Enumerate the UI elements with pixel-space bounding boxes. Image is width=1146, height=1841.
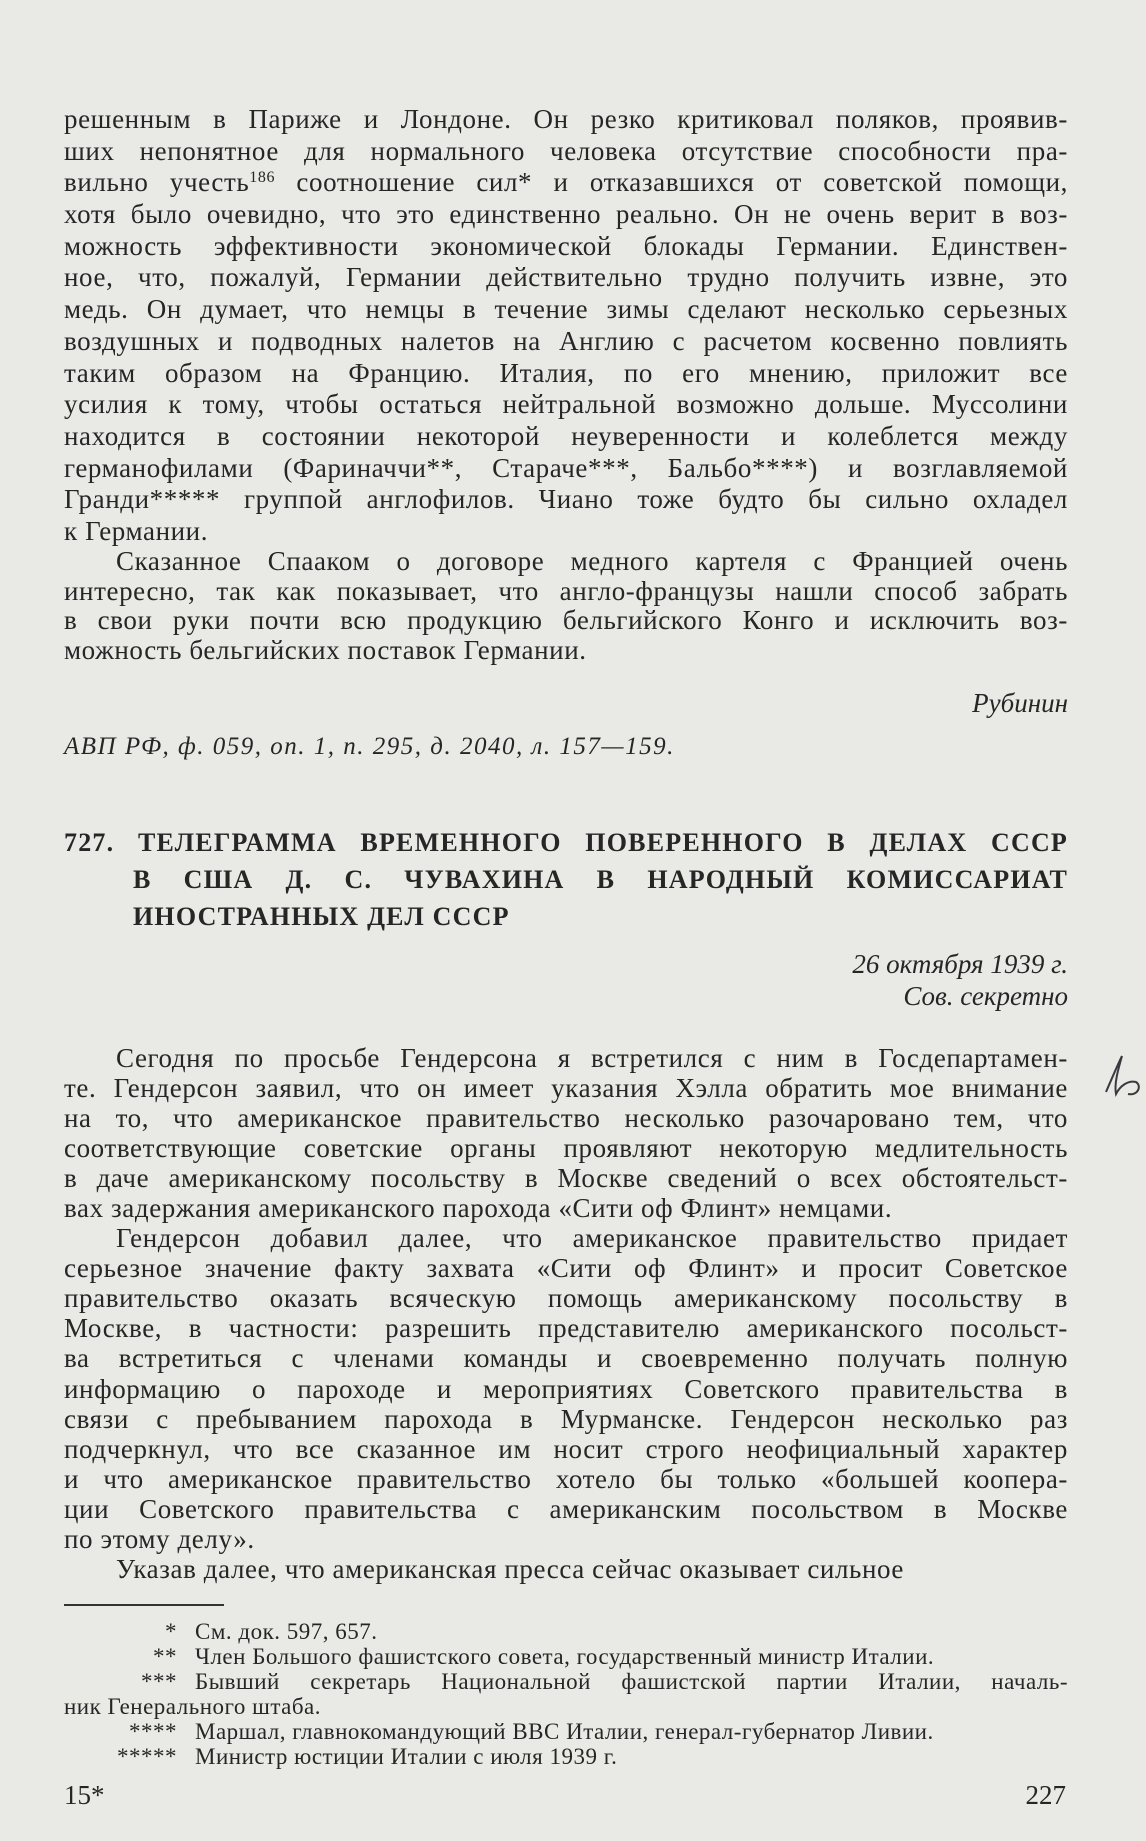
footnote — [64, 1619, 1068, 1644]
text-line: германофилами (Фариначчи**, Стараче***, Бальбо****) и возглавляемой — [64, 452, 1068, 483]
text-line: усилия к тому, чтобы остаться нейтральной возможно дольше. Муссолини — [64, 389, 1068, 420]
footnote-text: Бывший секретарь Национальной фашистской партии Италии, началь- — [195, 1669, 1068, 1694]
footnote-text: См. док. 597, 657. — [195, 1619, 378, 1644]
footnote-mark: ** — [153, 1644, 177, 1669]
text-line: Указав далее, что американская пресса сейчас оказывает сильное — [116, 1553, 905, 1584]
classification-stamp: Сов. секретно — [903, 981, 1068, 1011]
footnotes — [64, 1619, 1068, 1769]
text-line: Сегодня по просьбе Гендерсона я встретился с ним в Госдепартамен- — [116, 1043, 1068, 1073]
text-line: ших непонятное для нормального человека отсутствие способности пра- — [64, 135, 1068, 166]
text-fragment: вильно учесть — [64, 167, 250, 198]
text-line: Сказанное Спааком о договоре медного картеля с Францией очень — [116, 546, 1068, 576]
text-line: таким образом на Францию. Италия, по его мнению, приложит все — [64, 357, 1068, 388]
text-line: подчеркнул, что все сказанное им носит строго неофициальный характер — [64, 1433, 1068, 1464]
handwritten-margin-mark — [1098, 1050, 1146, 1100]
text-line: ва встретиться с членами команды и своевременно получать полную — [64, 1343, 1068, 1374]
footnote — [64, 1669, 1068, 1694]
text-line: в свои руки почти всю продукцию бельгийского Конго и исключить воз- — [64, 605, 1068, 635]
text-line: Гендерсон добавил далее, что американское правительство придает — [116, 1223, 1068, 1254]
text-line: соответствующие советские органы проявляют некоторую медлительность — [64, 1133, 1068, 1164]
text-line: интересно, так как показывает, что англо-французы нашли способ забрать — [64, 575, 1068, 606]
archive-reference: АВП РФ, ф. 059, оп. 1, п. 295, д. 2040, л. 157—159. — [64, 733, 675, 760]
text-line: те. Гендерсон заявил, что он имеет указания Хэлла обратить мое внимание — [64, 1073, 1068, 1104]
footnote-mark: * — [165, 1619, 177, 1644]
text-line: решенным в Париже и Лондоне. Он резко критиковал поляков, проявив- — [64, 104, 1068, 134]
footnote-mark: **** — [129, 1719, 177, 1744]
footnote-text: Член Большого фашистского совета, государственный министр Италии. — [195, 1644, 935, 1669]
text-line: хотя было очевидно, что это единственно реально. Он не очень верит в воз- — [64, 199, 1068, 230]
text-line: ции Советского правительства с американским посольством в Москве — [64, 1493, 1068, 1524]
document-heading — [64, 824, 1068, 935]
text-line: правительство оказать всяческую помощь американскому посольству в — [64, 1283, 1068, 1314]
footnote — [64, 1719, 1068, 1744]
text-line: по этому делу». — [64, 1523, 255, 1554]
endnote-reference: 186 — [249, 169, 276, 187]
text-line — [64, 167, 1068, 199]
footnote-continuation: ник Генерального штаба. — [64, 1694, 322, 1719]
text-line: на то, что американское правительство несколько разочаровано тем, что — [64, 1103, 1068, 1134]
footnote — [64, 1644, 1068, 1669]
text-line: вах задержания американского парохода «Сити оф Флинт» немцами. — [64, 1193, 893, 1224]
text-line: и что американское правительство хотело бы только «большей коопера- — [64, 1463, 1068, 1494]
footnote-divider — [64, 1604, 224, 1606]
signature: Рубинин — [972, 688, 1068, 718]
text-line: можность эффективности экономической блокады Германии. Единствен- — [64, 230, 1068, 261]
footnote-mark: *** — [141, 1669, 177, 1694]
heading-line: ИНОСТРАННЫХ ДЕЛ СССР — [133, 902, 510, 931]
text-line: Гранди***** группой англофилов. Чиано тоже будто бы сильно охладел — [64, 484, 1068, 515]
footnote-text: Министр юстиции Италии с июля 1939 г. — [195, 1744, 618, 1769]
text-line: связи с пребыванием парохода в Мурманске. Гендерсон несколько раз — [64, 1403, 1068, 1434]
telegram-body — [64, 1043, 1068, 1584]
text-fragment: соотношение сил* и отказавшихся от советской помощи, — [275, 167, 1068, 198]
footnote-text: Маршал, главнокомандующий ВВС Италии, генерал-губернатор Ливии. — [195, 1719, 934, 1744]
text-line: в даче американскому посольству в Москве сведений о всех обстоятельст- — [64, 1163, 1068, 1194]
text-line: Москве, в частности: разрешить представителю американского посольст- — [64, 1313, 1068, 1344]
signature-mark: 15* — [64, 1780, 105, 1810]
text-line: можность бельгийских поставок Германии. — [64, 634, 587, 665]
footnote — [64, 1744, 1068, 1769]
text-line: серьезное значение факту захвата «Сити оф Флинт» и просит Советское — [64, 1253, 1068, 1284]
footnote-mark: ***** — [117, 1744, 177, 1769]
heading-line: В США Д. С. ЧУВАХИНА В НАРОДНЫЙ КОМИССАРИАТ — [133, 865, 1068, 894]
text-line: находится в состоянии некоторой неуверенности и колеблется между — [64, 420, 1068, 451]
paragraph-continued — [64, 104, 1068, 548]
paragraph-copper-cartel — [64, 547, 1068, 665]
document-date: 26 октября 1939 г. — [852, 949, 1068, 979]
text-line: к Германии. — [64, 515, 209, 546]
text-line: ное, что, пожалуй, Германии действительно трудно получить извне, это — [64, 262, 1068, 293]
page-number: 227 — [1025, 1780, 1066, 1810]
text-line: медь. Он думает, что немцы в течение зимы сделают несколько серьезных — [64, 294, 1068, 325]
heading-line: 727. ТЕЛЕГРАММА ВРЕМЕННОГО ПОВЕРЕННОГО В ДЕЛАХ СССР — [64, 828, 1068, 857]
text-line: воздушных и подводных налетов на Англию с расчетом косвенно повлиять — [64, 325, 1068, 356]
text-line: информацию о пароходе и мероприятиях Советского правительства в — [64, 1373, 1068, 1404]
